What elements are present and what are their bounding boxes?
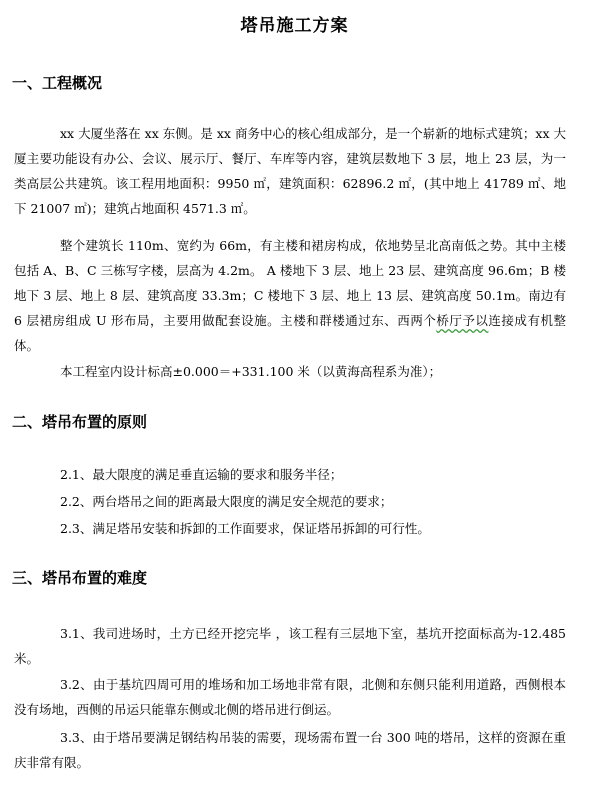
- paragraph-overview-1: xx 大厦坐落在 xx 东侧。是 xx 商务中心的核心组成部分，是一个崭新的地标式建筑；xx 大厦主要功能设有办公、会议、展示厅、餐厅、车库等内容，建筑层数地下 3 层，地上 23 层，为一类高层公共建筑。该工程用地面积：9950 ㎡，建筑面积：62896.2 ㎡，(其中地上 41789 ㎡、地下 21007 ㎡)；建筑占地面积 4571.3 ㎡。: [14, 126, 566, 216]
- difficulty-paragraph-3: 3.3、由于塔吊要满足钢结构吊装的需要，现场需布置一台 300 吨的塔吊，这样的资源在重庆非常有限。: [14, 730, 566, 770]
- paragraph-overview-3: 本工程室内设计标高±0.000＝+331.100 米（以黄海高程系为准）；: [60, 364, 442, 379]
- difficulty-paragraph-2: 3.2、由于基坑四周可用的堆场和加工场地非常有限，北侧和东侧只能利用道路，西侧根本没有场地，西侧的吊运只能靠东侧或北侧的塔吊进行倒运。: [14, 677, 566, 717]
- difficulty-paragraph-1: 3.1、我司进场时，土方已经开挖完毕 ，该工程有三层地下室，基坑开挖面标高为-12.485 米。: [14, 626, 566, 666]
- principle-item: 2.2、两台塔吊之间的距离最大限度的满足安全规范的要求；: [60, 494, 393, 509]
- section-heading-overview: 一、工程概况: [12, 74, 103, 92]
- spellcheck-underlined-text: 桥厅予以: [436, 313, 489, 328]
- paragraph-overview-2-text: 整个建筑长 110m、宽约为 66m，有主楼和裙房构成，依地势呈北高南低之势。其中主楼包括 A、B、C 三栋写字楼，层高为 4.2m。 A 楼地下 3 层、地上 23 层、建筑高度 96.6m；B 楼地下 3 层、地上 8 层、建筑高度 33.3m；C 楼地下 3 层、地上 13 层、建筑高度 50.1m。南边有 6 层裙房组成 U 形布局，主要用做配套设施。主楼和群楼通过东、西两个: [14, 238, 566, 328]
- principle-item: 2.1、最大限度的满足垂直运输的要求和服务半径；: [60, 467, 343, 482]
- section-heading-difficulties: 三、塔吊布置的难度: [12, 569, 148, 587]
- document-title: 塔吊施工方案: [240, 16, 349, 36]
- paragraph-overview-2: [14, 233, 566, 358]
- section-heading-principles: 二、塔吊布置的原则: [12, 413, 148, 431]
- principle-item: 2.3、满足塔吊安装和拆卸的工作面要求，保证塔吊拆卸的可行性。: [60, 521, 430, 536]
- paragraph-overview-2-tail: 连接成有机整体。: [14, 313, 566, 353]
